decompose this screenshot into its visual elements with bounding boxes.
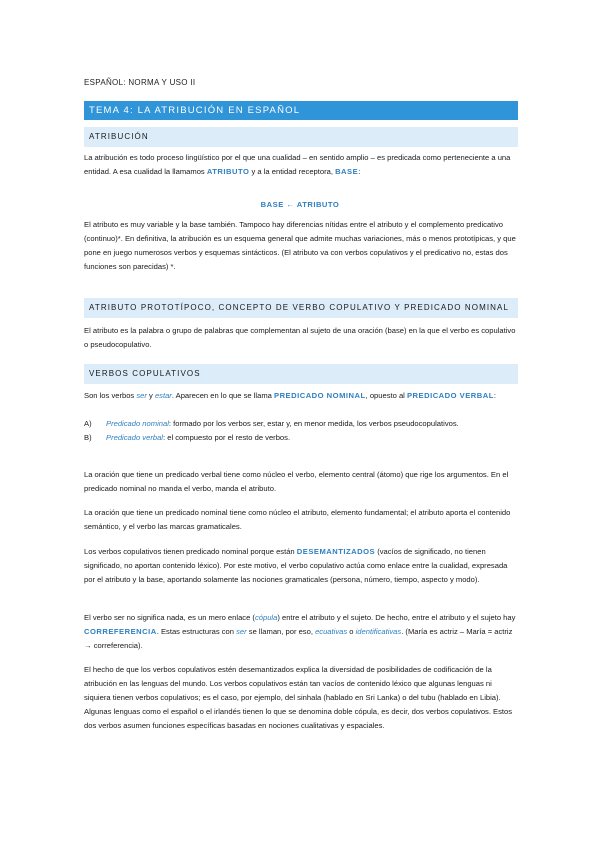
- paragraph-diversidad: El hecho de que los verbos copulativos estén desemantizados explica la diversidad de posibilidades de codificación de la atribución en las lenguas del mundo. Los verbos copulativos están tan vacíos de contenido léxico que algunas lenguas ni siquiera tienen verbos copulativos; es el caso, por ejemplo, del sinhala (hablado en Sri Lanka) o del tubu (hablado en Libia). Algunas lenguas como el español o el irlandés tienen lo que se denomina doble cópula, es decir, dos verbos copulativos. Estos dos verbos asumen funciones específicas basadas en nociones cualitativas y espaciales.: [84, 665, 513, 730]
- term-base: BASE: [335, 167, 359, 176]
- text: y: [146, 391, 155, 400]
- section-heading-verbos-copulativos: VERBOS COPULATIVOS: [84, 364, 518, 384]
- list-text: [106, 431, 290, 445]
- list-term: Predicado verbal: [106, 433, 163, 442]
- text: . (María es actriz – María = actriz → correferencia).: [84, 627, 513, 650]
- paragraph-atributo-definition: El atributo es la palabra o grupo de palabras que complementan al sujeto de una oración (base) en la que el verbo es copulativo o pseudocopulativo.: [84, 326, 516, 349]
- paragraph-atributo-variable: El atributo es muy variable y la base también. Tampoco hay diferencias nítidas entre el atributo y el complemento predicativo (continuo)*. En definitiva, la atribución es un esquema general que admite muchas variaciones, más o menos prototípicas, y que pone en juego numerosos verbos y esquemas sintácticos. (El atributo va con verbos copulativos y el predicativo no, estas dos funciones son parecidas) *.: [84, 220, 516, 271]
- paragraph-copula: [84, 611, 516, 653]
- text: y a la entidad receptora,: [249, 167, 336, 176]
- text: La atribución es todo proceso lingüístico por el que una cualidad – en sentido amplio – es predicada como perteneciente a una entidad. A esa cualidad la llamamos: [84, 153, 511, 176]
- paragraph-predicado-verbal: La oración que tiene un predicado verbal tiene como núcleo el verbo, elemento central (átomo) que rige los argumentos. En el predicado nominal no manda el verbo, manda el atributo.: [84, 470, 509, 493]
- term-copula: cópula: [254, 613, 278, 622]
- list-item: [84, 431, 516, 445]
- paragraph-desemantizados: [84, 545, 516, 587]
- text: : el compuesto por el resto de verbos.: [163, 433, 291, 442]
- paragraph-predicado-nominal: La oración que tiene un predicado nominal tiene como núcleo el atributo, elemento fundamental; el atributo aporta el contenido semántico, y el verbo las marcas gramaticales.: [84, 508, 511, 531]
- paragraph-son-los-verbos: [84, 389, 516, 403]
- term-predicado-verbal: PREDICADO VERBAL: [406, 391, 494, 400]
- list-marker: B): [84, 433, 92, 442]
- text: El verbo ser no significa nada, es un mero enlace (: [84, 613, 255, 622]
- term-predicado-nominal: PREDICADO NOMINAL: [274, 391, 366, 400]
- list-item: [84, 417, 516, 431]
- term-correferencia: CORREFERENCIA: [84, 627, 157, 636]
- section-heading-atribucion: ATRIBUCIÓN: [84, 127, 518, 147]
- formula-text: BASE ← ATRIBUTO: [260, 200, 340, 209]
- formula-base-atributo: [84, 198, 516, 212]
- text: :: [358, 167, 361, 176]
- text: . Aparecen en lo que se llama: [171, 391, 274, 400]
- term-atributo: ATRIBUTO: [206, 167, 250, 176]
- topic-title: TEMA 4: LA ATRIBUCIÓN EN ESPAÑOL: [84, 101, 518, 120]
- term-ser: ser: [236, 627, 247, 636]
- term-estar: estar: [154, 391, 172, 400]
- paragraph-definition: [84, 151, 516, 179]
- list-text: [106, 417, 459, 431]
- text: o: [347, 627, 356, 636]
- text: Los verbos copulativos tienen predicado nominal porque están: [84, 547, 297, 556]
- text: :: [493, 391, 497, 400]
- predicate-list: [84, 417, 516, 445]
- text: Son los verbos: [84, 391, 137, 400]
- term-desemantizados: DESEMANTIZADOS: [296, 547, 376, 556]
- text: . Estas estructuras con: [156, 627, 237, 636]
- text: ) entre el atributo y el sujeto. De hecho, entre el atributo y el sujeto hay: [277, 613, 516, 622]
- list-term: Predicado nominal: [106, 419, 169, 428]
- term-ser: ser: [136, 391, 147, 400]
- course-name: ESPAÑOL: NORMA Y USO II: [84, 78, 196, 87]
- list-marker: A): [84, 419, 92, 428]
- term-identificativas: identificativas: [355, 627, 402, 636]
- section-heading-atributo-prototipico: ATRIBUTO PROTOTÍPOCO, CONCEPTO DE VERBO COPULATIVO Y PREDICADO NOMINAL: [84, 298, 518, 318]
- text: se llaman, por eso,: [246, 627, 316, 636]
- text: , opuesto al: [365, 391, 407, 400]
- text: (vacíos de significado, no tienen significado, no aportan contenido léxico). Por este motivo, el verbo copulativo actúa como enlace entre la cualidad, expresada por el atributo y la base, aportando solamente las nociones gramaticales (persona, número, tiempo, aspecto y modo).: [84, 547, 508, 584]
- term-ecuativas: ecuativas: [315, 627, 348, 636]
- text: : formado por los verbos ser, estar y, en menor medida, los verbos pseudocopulativos.: [168, 419, 459, 428]
